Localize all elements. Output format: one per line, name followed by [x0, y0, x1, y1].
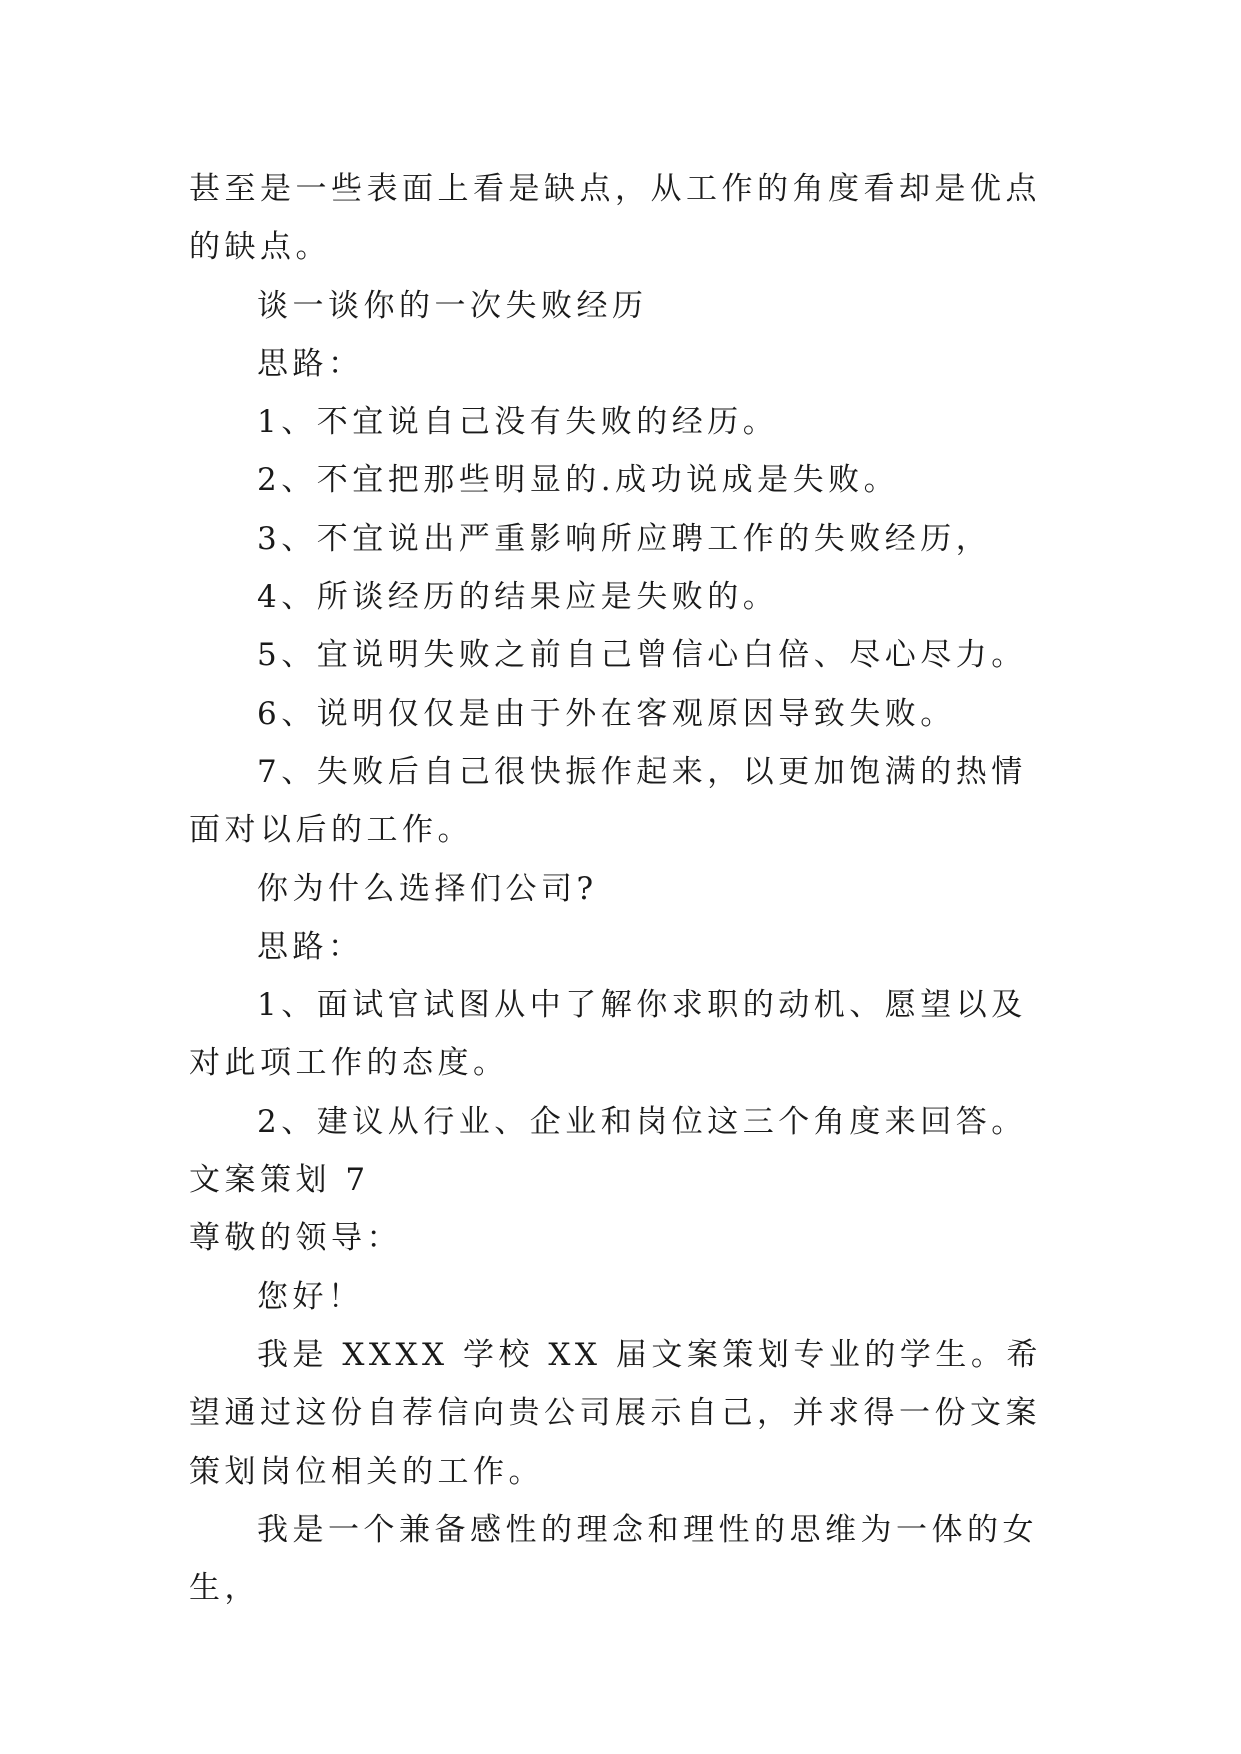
list-item: 1、不宜说自己没有失败的经历。: [257, 404, 779, 441]
section-heading-failure-experience: 谈一谈你的一次失败经历: [257, 287, 648, 324]
list-item: 5、宜说明失败之前自己曾信心白倍、尽心尽力。: [257, 637, 1027, 674]
letter-paragraph: 我是一个兼备感性的理念和理性的思维为一体的女生，: [189, 1511, 1038, 1607]
thinking-label: 思路：: [257, 345, 364, 382]
thinking-label: 思路：: [257, 928, 364, 965]
letter-greeting: 您好！: [257, 1278, 364, 1315]
section-heading-why-company: 你为什么选择们公司?: [257, 870, 598, 907]
list-item: 4、所谈经历的结果应是失败的。: [257, 579, 779, 616]
section-title: 文案策划 7: [189, 1162, 370, 1199]
document-body: [189, 160, 1049, 1617]
list-item: 7、失败后自己很快振作起来，以更加饱满的热情面对以后的工作。: [189, 753, 1027, 849]
list-item: 1、面试官试图从中了解你求职的动机、愿望以及对此项工作的态度。: [189, 987, 1027, 1082]
list-item: 3、不宜说出严重影响所应聘工作的失败经历，: [257, 520, 992, 557]
list-item: 2、不宜把那些明显的.成功说成是失败。: [257, 462, 900, 499]
paragraph-1: 甚至是一些表面上看是缺点，从工作的角度看却是优点的缺点。: [189, 171, 1041, 266]
list-item: 6、说明仅仅是由于外在客观原因导致失败。: [257, 695, 956, 732]
letter-paragraph: 我是 XXXX 学校 XX 届文案策划专业的学生。希望通过这份自荐信向贵公司展示自己，并求得一份文案策划岗位相关的工作。: [189, 1336, 1042, 1490]
letter-salutation: 尊敬的领导：: [189, 1220, 402, 1257]
list-item: 2、建议从行业、企业和岗位这三个角度来回答。: [257, 1103, 1027, 1140]
